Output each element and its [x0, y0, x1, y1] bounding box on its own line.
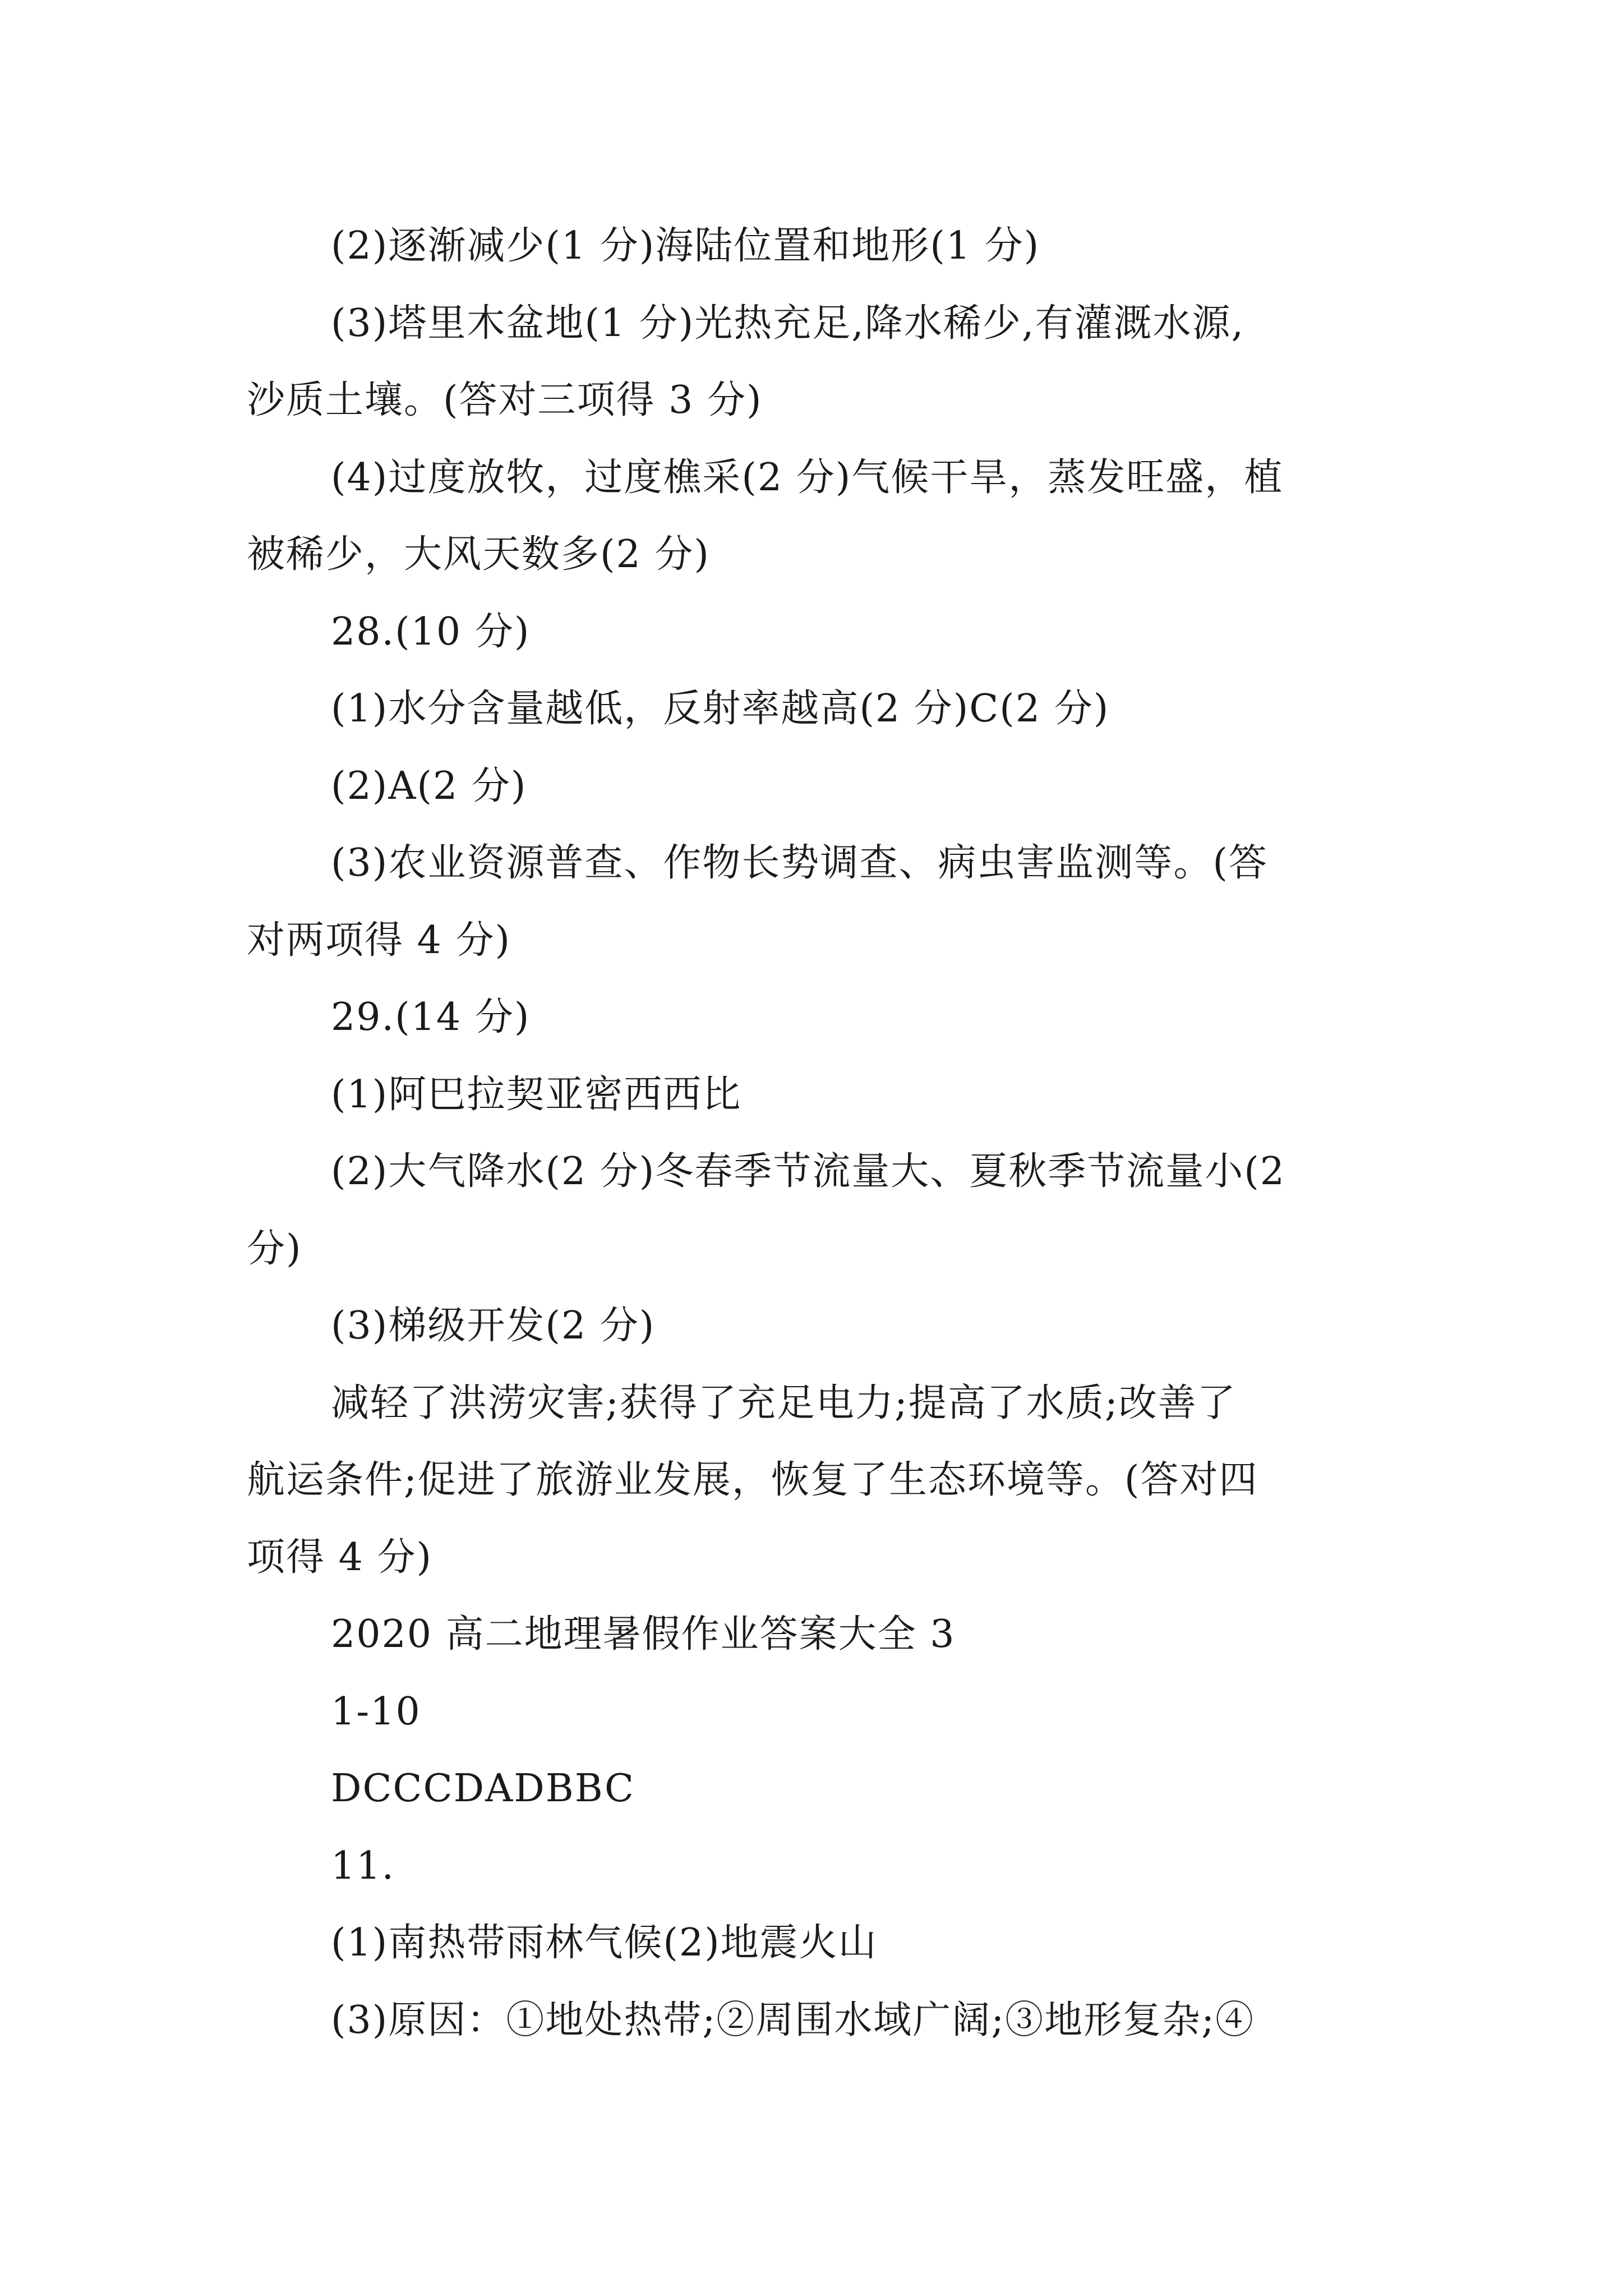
- answer-line: (1)水分含量越低，反射率越高(2 分)C(2 分): [331, 687, 1110, 731]
- answer-range: 1-10: [331, 1689, 421, 1734]
- answer-line: (1)阿巴拉契亚密西西比: [331, 1072, 742, 1117]
- answer-key: DCCCDADBBC: [331, 1766, 635, 1811]
- answer-line: (4)过度放牧，过度樵采(2 分)气候干旱，蒸发旺盛，植: [331, 455, 1284, 500]
- answer-line: (2)逐渐减少(1 分)海陆位置和地形(1 分): [331, 224, 1040, 268]
- question-number: 28.(10 分): [331, 609, 531, 654]
- answer-line-continuation: 被稀少，大风天数多(2 分): [247, 532, 710, 577]
- answer-line-continuation: 对两项得 4 分): [247, 918, 511, 963]
- answer-line: (2)A(2 分): [331, 763, 527, 808]
- answer-line-continuation: 沙质土壤。(答对三项得 3 分): [247, 378, 763, 422]
- document-body: [247, 208, 1391, 2059]
- answer-line: (3)塔里木盆地(1 分)光热充足,降水稀少,有灌溉水源,: [331, 301, 1245, 346]
- question-number: 11.: [331, 1843, 395, 1888]
- section-heading: 2020 高二地理暑假作业答案大全 3: [331, 1612, 956, 1657]
- answer-line: 减轻了洪涝灾害;获得了充足电力;提高了水质;改善了: [331, 1381, 1237, 1425]
- answer-line: (3)原因：①地处热带;②周围水域广阔;③地形复杂;④: [331, 1998, 1255, 2042]
- answer-line: (1)南热带雨林气候(2)地震火山: [331, 1921, 878, 1965]
- answer-line: (3)梯级开发(2 分): [331, 1304, 656, 1348]
- answer-line: (3)农业资源普查、作物长势调查、病虫害监测等。(答: [331, 841, 1268, 885]
- answer-line-continuation: 分): [247, 1226, 302, 1271]
- question-number: 29.(14 分): [331, 995, 531, 1039]
- answer-line-continuation: 项得 4 分): [247, 1535, 433, 1580]
- answer-line-continuation: 航运条件;促进了旅游业发展，恢复了生态环境等。(答对四: [247, 1458, 1258, 1502]
- answer-line: (2)大气降水(2 分)冬春季节流量大、夏秋季节流量小(2: [331, 1149, 1286, 1194]
